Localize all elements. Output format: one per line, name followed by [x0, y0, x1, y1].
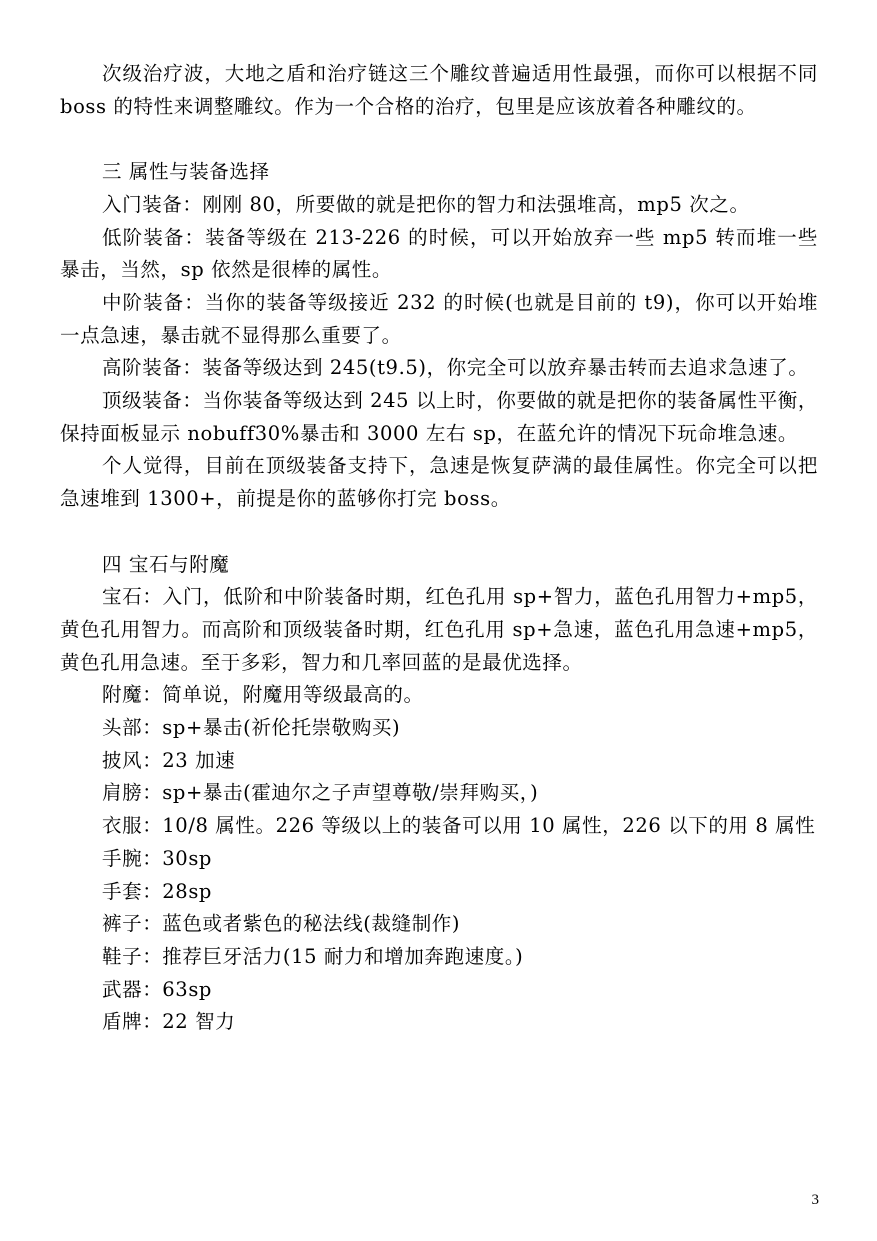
page-number: 3	[811, 1192, 819, 1208]
spacer	[60, 123, 818, 156]
enchant-gloves: 手套：28sp	[102, 879, 213, 903]
paragraph-top-gear: 顶级装备：当你装备等级达到 245 以上时，你要做的就是把你的装备属性平衡，保持面板显示 nobuff30%暴击和 3000 左右 sp，在蓝允许的情况下玩命堆急速。	[60, 389, 818, 445]
paragraph-opinion: 个人觉得，目前在顶级装备支持下，急速是恢复萨满的最佳属性。你完全可以把急速堆到 1300+，前提是你的蓝够你打完 boss。	[60, 454, 818, 511]
enchant-shoulder: 肩膀：sp+暴击(霍迪尔之子声望尊敬/崇拜购买，)	[102, 781, 539, 805]
paragraph-low-gear: 低阶装备：装备等级在 213-226 的时候，可以开始放弃一些 mp5 转而堆一些暴击，当然，sp 依然是很棒的属性。	[60, 225, 818, 282]
paragraph-high-gear: 高阶装备：装备等级达到 245(t9.5)，你完全可以放弃暴击转而去追求急速了。	[102, 356, 809, 380]
enchant-legs: 裤子：蓝色或者紫色的秘法线(裁缝制作)	[102, 912, 461, 936]
enchant-boots: 鞋子：推荐巨牙活力(15 耐力和增加奔跑速度。)	[102, 944, 524, 968]
intro-paragraph: 次级治疗波，大地之盾和治疗链这三个雕纹普遍适用性最强，而你可以根据不同 boss 的特性来调整雕纹。作为一个合格的治疗，包里是应该放着各种雕纹的。	[60, 62, 818, 118]
enchant-head: 头部：sp+暴击(祈伦托崇敬购买)	[102, 716, 401, 740]
enchant-weapon: 武器：63sp	[102, 977, 213, 1001]
enchant-chest: 衣服：10/8 属性。226 等级以上的装备可以用 10 属性，226 以下的用 8 属性	[102, 814, 816, 838]
section-heading-attributes: 三 属性与装备选择	[102, 160, 270, 184]
section-heading-gems: 四 宝石与附魔	[102, 552, 230, 576]
enchant-cloak: 披风：23 加速	[102, 748, 236, 772]
paragraph-entry-gear: 入门装备：刚刚 80，所要做的就是把你的智力和法强堆高，mp5 次之。	[102, 192, 750, 216]
spacer	[60, 516, 818, 549]
enchant-wrist: 手腕：30sp	[102, 846, 213, 870]
paragraph-enchants: 附魔：简单说，附魔用等级最高的。	[102, 683, 424, 707]
enchant-shield: 盾牌：22 智力	[102, 1010, 236, 1034]
paragraph-mid-gear: 中阶装备：当你的装备等级接近 232 的时候(也就是目前的 t9)，你可以开始堆一点急速，暴击就不显得那么重要了。	[60, 290, 818, 347]
paragraph-gems: 宝石：入门，低阶和中阶装备时期，红色孔用 sp+智力，蓝色孔用智力+mp5，黄色孔用智力。而高阶和顶级装备时期，红色孔用 sp+急速，蓝色孔用急速+mp5，黄色孔用急速。至于多彩，智力和几率回蓝的是最优选择。	[60, 585, 818, 674]
document-body	[60, 58, 818, 1039]
